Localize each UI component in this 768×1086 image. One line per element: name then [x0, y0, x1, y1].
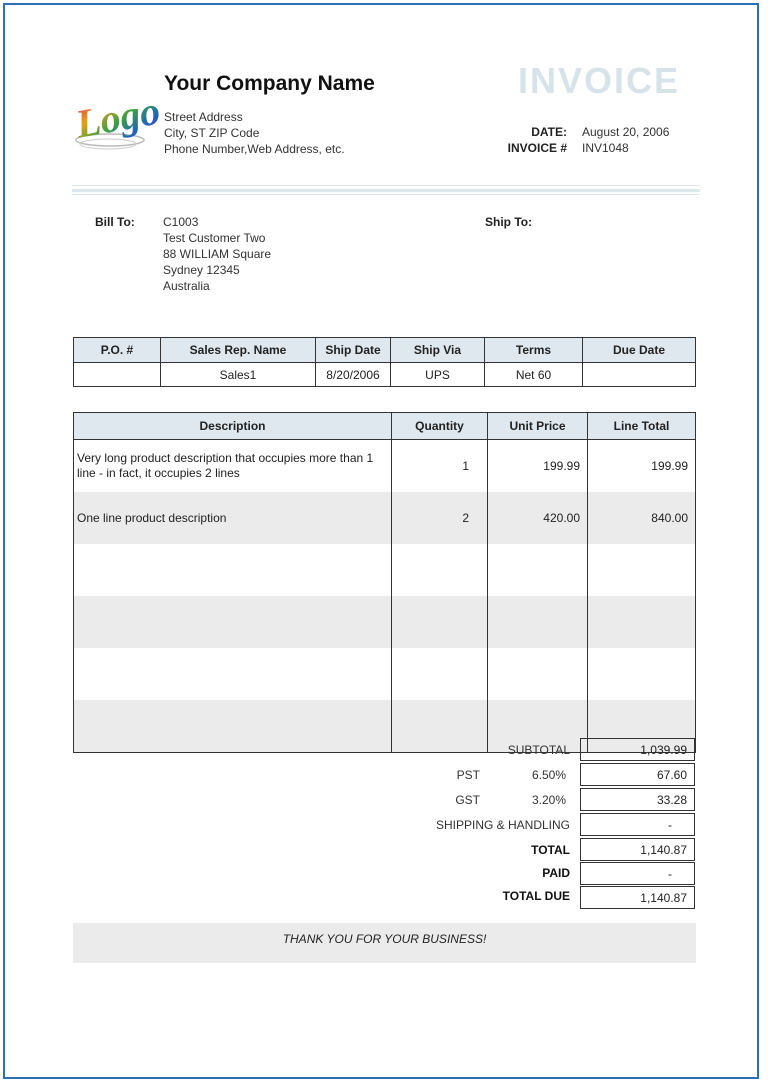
table-row [74, 648, 696, 700]
item-quantity [392, 648, 488, 700]
item-line-total: 840.00 [588, 492, 696, 544]
sales-rep-value: Sales1 [161, 363, 316, 387]
item-description [74, 648, 392, 700]
subtotal-value: 1,039.99 [580, 738, 695, 761]
gst-label: GST [455, 793, 480, 807]
total-due-value: 1,140.87 [580, 886, 695, 909]
terms-value: Net 60 [485, 363, 583, 387]
invoice-number-label: INVOICE # [507, 141, 567, 155]
ship-via-value: UPS [391, 363, 485, 387]
table-row [74, 596, 696, 648]
bill-to-line: Australia [163, 279, 210, 293]
company-city: City, ST ZIP Code [164, 126, 260, 140]
terms-header: Terms [485, 338, 583, 363]
line-items-table [73, 412, 696, 753]
item-description: Very long product description that occupies more than 1 line - in fact, it occupies 2 lines [74, 440, 392, 493]
item-description [74, 544, 392, 596]
bill-to-label: Bill To: [95, 215, 135, 229]
company-name: Your Company Name [164, 72, 375, 95]
bill-to-line: Test Customer Two [163, 231, 266, 245]
company-street: Street Address [164, 110, 243, 124]
order-info-table [73, 337, 696, 387]
invoice-number-value: INV1048 [582, 141, 629, 155]
description-header: Description [74, 413, 392, 440]
table-row [74, 544, 696, 596]
total-due-label: TOTAL DUE [502, 889, 570, 903]
table-row [74, 440, 696, 493]
item-line-total [588, 648, 696, 700]
gst-rate: 3.20% [531, 793, 566, 807]
divider [72, 194, 700, 195]
item-unit-price: 199.99 [488, 440, 588, 493]
po-header: P.O. # [74, 338, 161, 363]
pst-rate: 6.50% [531, 768, 566, 782]
item-unit-price [488, 648, 588, 700]
subtotal-label: SUBTOTAL [507, 743, 570, 757]
logo-text: Logo [72, 87, 164, 147]
total-value: 1,140.87 [580, 838, 695, 861]
paid-value: - [580, 862, 695, 885]
item-quantity [392, 544, 488, 596]
divider [72, 185, 700, 186]
bill-to-line: 88 WILLIAM Square [163, 247, 272, 261]
shipping-value: - [580, 813, 695, 836]
item-quantity [392, 596, 488, 648]
ship-to-label: Ship To: [485, 215, 533, 229]
item-unit-price [488, 544, 588, 596]
company-contact: Phone Number,Web Address, etc. [164, 142, 345, 156]
order-info-header-row [74, 338, 696, 363]
item-line-total: 199.99 [588, 440, 696, 493]
pst-value: 67.60 [580, 763, 695, 786]
table-row [74, 492, 696, 544]
pst-label: PST [456, 768, 480, 782]
shipping-label: SHIPPING & HANDLING [435, 818, 570, 832]
item-quantity: 2 [392, 492, 488, 544]
item-line-total [588, 596, 696, 648]
ship-via-header: Ship Via [391, 338, 485, 363]
company-logo [72, 80, 164, 158]
date-label: DATE: [531, 125, 567, 139]
order-info-value-row [74, 363, 696, 387]
gst-value: 33.28 [580, 788, 695, 811]
item-quantity: 1 [392, 440, 488, 493]
item-unit-price [488, 596, 588, 648]
ship-date-value: 8/20/2006 [316, 363, 391, 387]
sales-rep-header: Sales Rep. Name [161, 338, 316, 363]
item-description: One line product description [74, 492, 392, 544]
unit-price-header: Unit Price [488, 413, 588, 440]
bill-to-line: C1003 [163, 215, 199, 229]
divider [72, 189, 700, 192]
bill-to-line: Sydney 12345 [163, 263, 240, 277]
item-description [74, 700, 392, 753]
date-value: August 20, 2006 [582, 125, 670, 139]
quantity-header: Quantity [392, 413, 488, 440]
items-header-row [74, 413, 696, 440]
item-unit-price: 420.00 [488, 492, 588, 544]
total-label: TOTAL [531, 843, 570, 857]
thank-you-message: THANK YOU FOR YOUR BUSINESS! [73, 923, 696, 963]
paid-label: PAID [542, 866, 570, 880]
line-total-header: Line Total [588, 413, 696, 440]
po-value [74, 363, 161, 387]
due-date-header: Due Date [583, 338, 696, 363]
invoice-title: INVOICE [518, 60, 681, 101]
due-date-value [583, 363, 696, 387]
item-description [74, 596, 392, 648]
ship-date-header: Ship Date [316, 338, 391, 363]
item-line-total [588, 544, 696, 596]
